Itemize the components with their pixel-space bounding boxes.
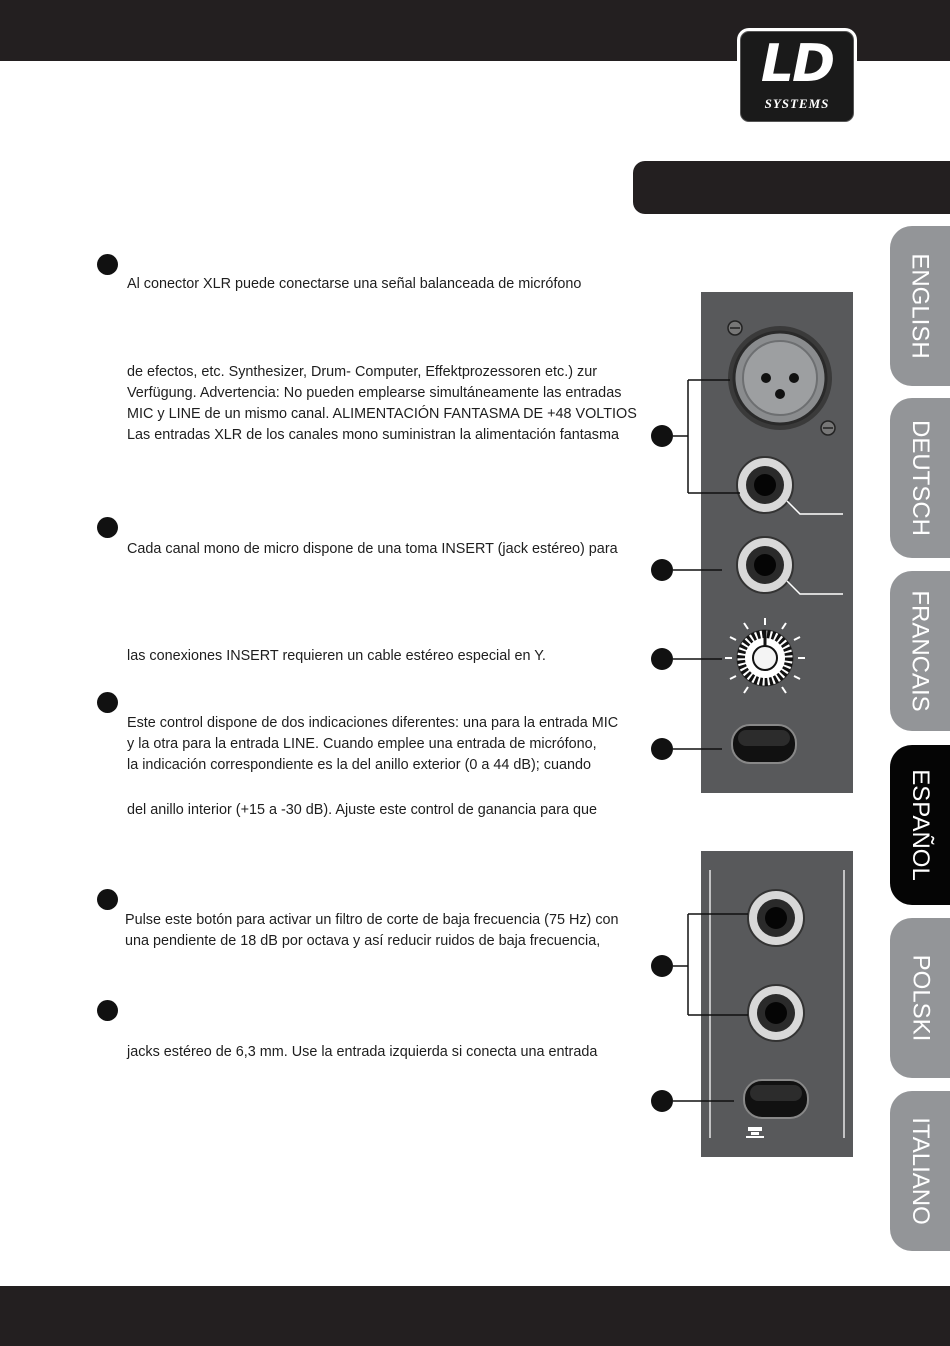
tab-francais[interactable] bbox=[890, 571, 950, 731]
tab-label-francais: FRANCAIS bbox=[907, 590, 935, 712]
line-input-jack-icon bbox=[737, 457, 793, 513]
tab-english[interactable] bbox=[890, 226, 950, 386]
ld-systems-logo bbox=[737, 28, 857, 125]
section-header-tab bbox=[633, 161, 950, 214]
section-bullet bbox=[97, 517, 118, 538]
paragraph-insert-cable bbox=[127, 646, 546, 667]
callout-bullet bbox=[651, 1090, 673, 1112]
bottom-bar bbox=[0, 1286, 950, 1346]
tab-espanol[interactable] bbox=[890, 745, 950, 905]
section-bullet bbox=[97, 692, 118, 713]
paragraph-xlr bbox=[127, 274, 581, 295]
lowcut-button-icon bbox=[732, 725, 796, 763]
logo-text: LD bbox=[760, 34, 834, 94]
callout-bullet bbox=[651, 738, 673, 760]
tab-label-deutsch: DEUTSCH bbox=[907, 419, 935, 537]
section-bullet bbox=[97, 889, 118, 910]
tab-deutsch[interactable] bbox=[890, 398, 950, 558]
callout-bullet bbox=[651, 648, 673, 670]
text-line: Este control dispone de dos indicaciones diferentes: una para la entrada MIC bbox=[127, 715, 619, 731]
callout-bullet bbox=[651, 559, 673, 581]
text-line: MIC y LINE de un mismo canal. ALIMENTACIÓN FANTASMA DE +48 VOLTIOS bbox=[127, 406, 637, 422]
callout-bullet bbox=[651, 425, 673, 447]
text-line: del anillo interior (+15 a -30 dB). Ajuste este control de ganancia para que bbox=[127, 802, 597, 818]
paragraph-insert bbox=[127, 539, 618, 560]
paragraph-phantom bbox=[127, 362, 637, 446]
paragraph-gain-inner bbox=[127, 800, 597, 821]
stereo-left-jack-icon bbox=[748, 890, 804, 946]
text-line: una pendiente de 18 dB por octava y así reducir ruidos de baja frecuencia, bbox=[125, 933, 601, 949]
mono-channel-panel-illustration bbox=[640, 285, 860, 800]
stereo-right-jack-icon bbox=[748, 985, 804, 1041]
section-bullet bbox=[97, 254, 118, 275]
logo-subtext: SYSTEMS bbox=[764, 96, 830, 111]
tab-label-italiano: ITALIANO bbox=[907, 1117, 935, 1225]
tab-label-polski: POLSKI bbox=[907, 954, 934, 1042]
tab-label-english: ENGLISH bbox=[907, 253, 934, 359]
text-line: las conexiones INSERT requieren un cable estéreo especial en Y. bbox=[127, 648, 546, 664]
text-line: de efectos, etc. Synthesizer, Drum- Computer, Effektprozessoren etc.) zur bbox=[127, 364, 598, 380]
section-bullet bbox=[97, 1000, 118, 1021]
tab-label-espanol: ESPAÑOL bbox=[907, 769, 935, 881]
paragraph-gain bbox=[127, 713, 618, 776]
tab-italiano[interactable] bbox=[890, 1091, 950, 1251]
callout-bullet bbox=[651, 955, 673, 977]
stereo-channel-panel-illustration bbox=[640, 845, 860, 1163]
tab-polski[interactable] bbox=[890, 918, 950, 1078]
text-line: Cada canal mono de micro dispone de una toma INSERT (jack estéreo) para bbox=[127, 541, 618, 557]
paragraph-stereo-jacks bbox=[127, 1042, 597, 1063]
text-line: Verfügung. Advertencia: No pueden emplearse simultáneamente las entradas bbox=[127, 385, 622, 401]
insert-jack-icon bbox=[737, 537, 793, 593]
text-line: Pulse este botón para activar un filtro de corte de baja frecuencia (75 Hz) con bbox=[125, 912, 619, 928]
text-line: la indicación correspondiente es la del anillo exterior (0 a 44 dB); cuando bbox=[127, 757, 591, 773]
text-line: y la otra para la entrada LINE. Cuando emplee una entrada de micrófono, bbox=[127, 736, 597, 752]
text-line: Las entradas XLR de los canales mono suministran la alimentación fantasma bbox=[127, 427, 619, 443]
paragraph-lowcut bbox=[125, 910, 619, 952]
text-line: jacks estéreo de 6,3 mm. Use la entrada izquierda si conecta una entrada bbox=[127, 1044, 598, 1060]
text-line: Al conector XLR puede conectarse una señal balanceada de micrófono bbox=[127, 276, 582, 292]
